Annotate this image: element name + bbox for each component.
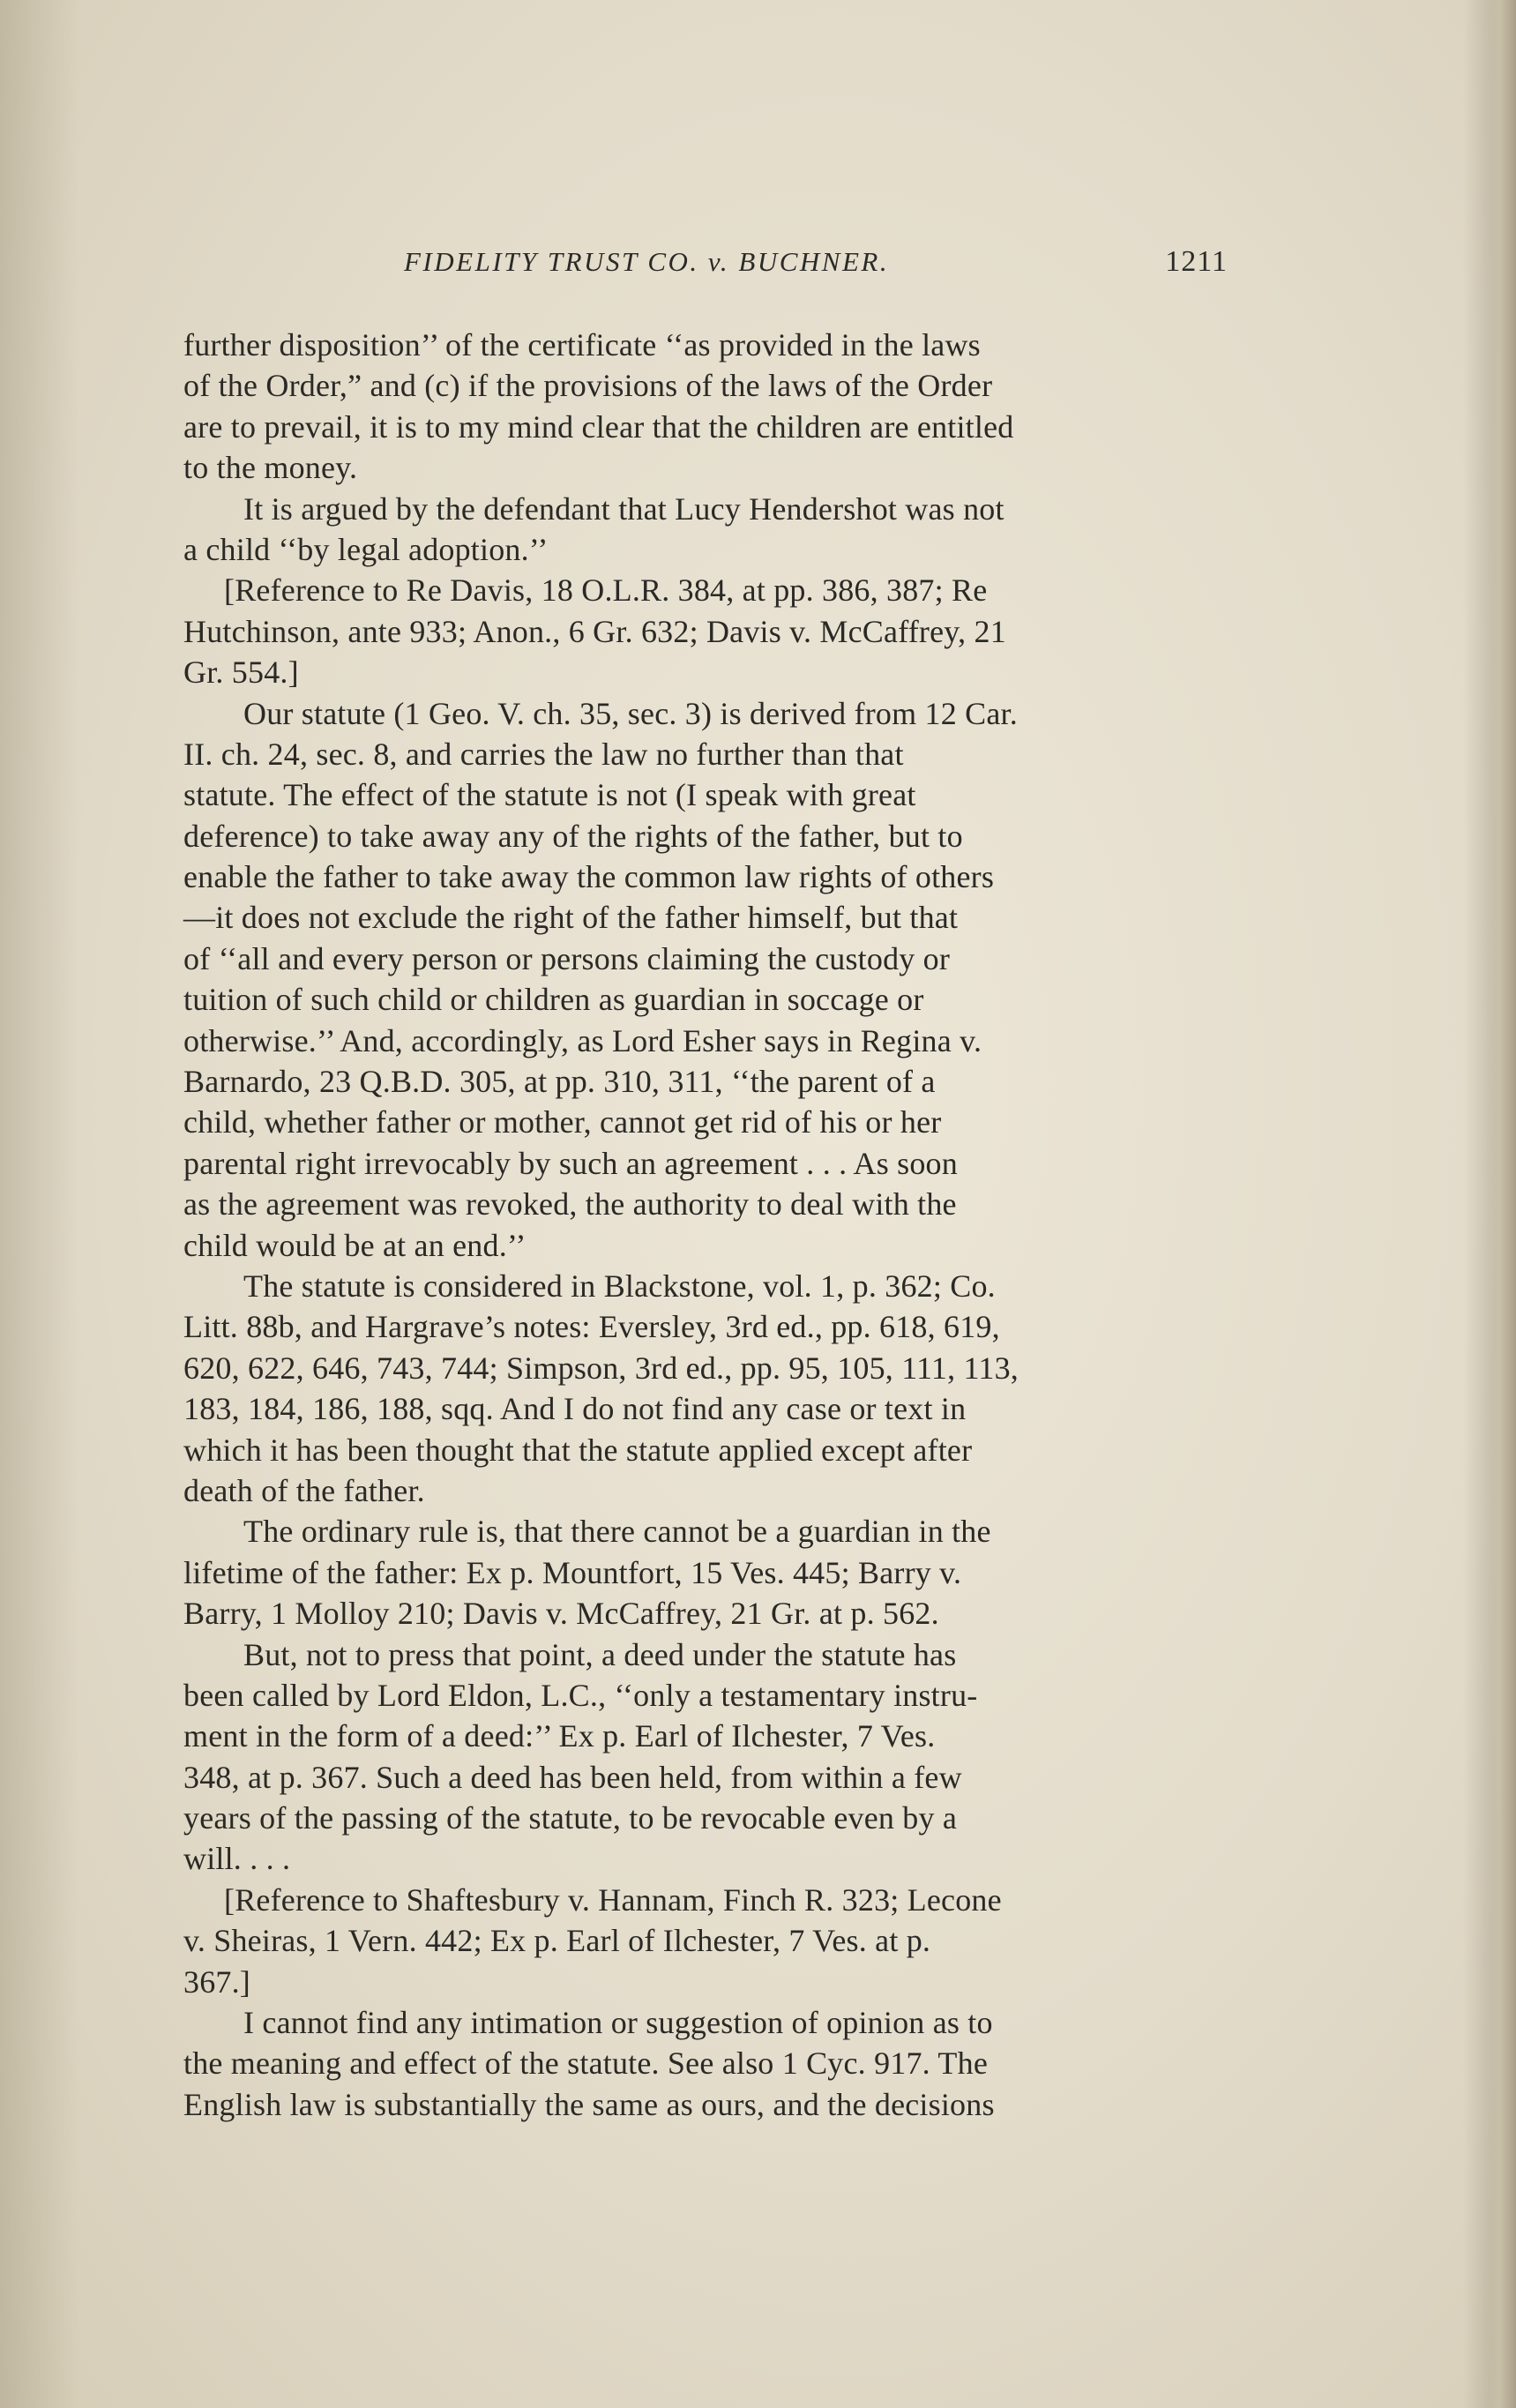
text-line: of the Order,” and (c) if the provisions of the laws of the Order	[183, 368, 993, 404]
body-text	[183, 325, 1259, 2125]
paragraph-first-line: Our statute (1 Geo. V. ch. 35, sec. 3) is derived from 12 Car.	[243, 695, 1018, 731]
bracketed-reference-line: [Reference to Shaftesbury v. Hannam, Finch R. 323; Lecone	[224, 1881, 1002, 1918]
text-line: Hutchinson, ante 933; Anon., 6 Gr. 632; Davis v. McCaffrey, 21	[183, 613, 1006, 649]
paragraph-first-line: The statute is considered in Blackstone, vol. 1, p. 362; Co.	[243, 1268, 996, 1304]
text-line: of ‘‘all and every person or persons claiming the custody or	[183, 940, 951, 976]
text-line: a child ‘‘by legal adoption.’’	[183, 531, 549, 567]
text-line: 183, 184, 186, 188, sqq. And I do not find any case or text in	[183, 1391, 967, 1427]
text-line: which it has been thought that the statute applied except after	[183, 1432, 973, 1468]
text-line: 620, 622, 646, 743, 744; Simpson, 3rd ed., pp. 95, 105, 111, 113,	[183, 1350, 1019, 1386]
text-line: 367.]	[183, 1963, 250, 2000]
text-line: child would be at an end.’’	[183, 1227, 526, 1263]
text-line: 348, at p. 367. Such a deed has been held, from within a few	[183, 1759, 962, 1795]
text-line: tuition of such child or children as guardian in soccage or	[183, 982, 924, 1018]
running-title: FIDELITY TRUST CO. v. BUCHNER.	[404, 246, 890, 277]
text-line: Litt. 88b, and Hargrave’s notes: Eversley, 3rd ed., pp. 618, 619,	[183, 1309, 1000, 1345]
text-line: II. ch. 24, sec. 8, and carries the law no further than that	[183, 736, 904, 772]
text-line: child, whether father or mother, cannot get rid of his or her	[183, 1104, 942, 1140]
text-line: to the money.	[183, 450, 358, 486]
bracketed-reference-line: [Reference to Re Davis, 18 O.L.R. 384, at pp. 386, 387; Re	[224, 572, 988, 609]
text-line: Gr. 554.]	[183, 654, 299, 691]
text-line: deference) to take away any of the rights of the father, but to	[183, 818, 963, 854]
page-number: 1211	[1165, 245, 1228, 278]
text-line: will. . . .	[183, 1841, 291, 1877]
text-line: statute. The effect of the statute is not (I speak with great	[183, 777, 916, 813]
text-line: enable the father to take away the common law rights of others	[183, 859, 995, 895]
text-line: ment in the form of a deed:’’ Ex p. Earl of Ilchester, 7 Ves.	[183, 1718, 936, 1754]
page-edge-shadow	[1486, 0, 1516, 2408]
text-line: the meaning and effect of the statute. See also 1 Cyc. 917. The	[183, 2045, 989, 2082]
text-line: are to prevail, it is to my mind clear that the children are entitled	[183, 408, 1014, 445]
running-head	[183, 240, 1231, 284]
text-line: Barnardo, 23 Q.B.D. 305, at pp. 310, 311, ‘‘the parent of a	[183, 1064, 936, 1100]
text-line: lifetime of the father: Ex p. Mountfort, 15 Ves. 445; Barry v.	[183, 1554, 962, 1590]
text-line: otherwise.’’ And, accordingly, as Lord Esher says in Regina v.	[183, 1022, 982, 1058]
text-line: years of the passing of the statute, to be revocable even by a	[183, 1800, 958, 1836]
text-line: v. Sheiras, 1 Vern. 442; Ex p. Earl of Ilchester, 7 Ves. at p.	[183, 1923, 931, 1959]
text-line: parental right irrevocably by such an agreement . . . As soon	[183, 1145, 958, 1181]
text-line: Barry, 1 Molloy 210; Davis v. McCaffrey, 21 Gr. at p. 562.	[183, 1596, 939, 1632]
text-line: death of the father.	[183, 1472, 425, 1508]
text-line: been called by Lord Eldon, L.C., ‘‘only a testamentary instru-	[183, 1677, 978, 1713]
paragraph-first-line: But, not to press that point, a deed under the statute has	[243, 1636, 957, 1672]
paragraph-first-line: I cannot find any intimation or suggestion of opinion as to	[243, 2005, 993, 2041]
text-line: as the agreement was revoked, the authority to deal with the	[183, 1186, 957, 1223]
text-line: English law is substantially the same as ours, and the decisions	[183, 2086, 995, 2122]
text-line: —it does not exclude the right of the father himself, but that	[183, 900, 959, 936]
paragraph-first-line: The ordinary rule is, that there cannot be a guardian in the	[243, 1514, 991, 1550]
text-line: further disposition’’ of the certificate ‘‘as provided in the laws	[183, 327, 981, 363]
paragraph-first-line: It is argued by the defendant that Lucy Hendershot was not	[243, 490, 1004, 527]
